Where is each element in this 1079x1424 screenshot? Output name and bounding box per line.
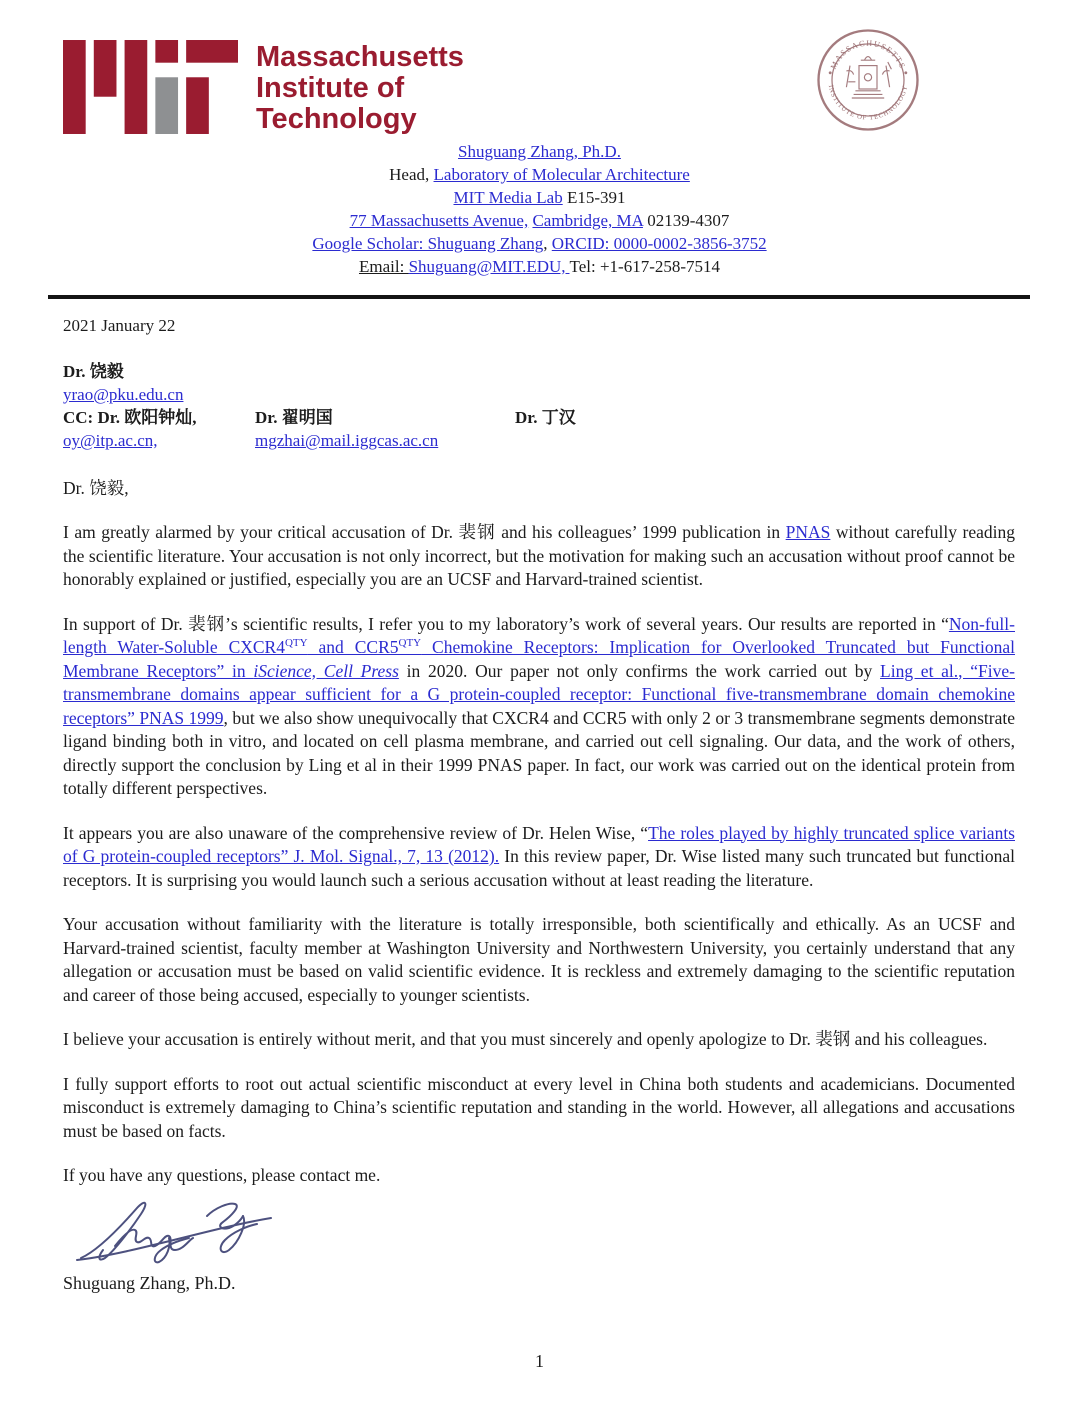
paragraph-1: I am greatly alarmed by your critical accusation of Dr. 裴钢 and his colleagues’ 1999 publication in PNAS without carefully reading the scientific literature. Your accusation is not only incorrect, but the motivation for making such an accusation without proof cannot be honorably explained or justified, especially you are an UCSF and Harvard-trained scientist. bbox=[63, 522, 1015, 589]
zip-code: 02139-4307 bbox=[642, 211, 730, 230]
iscience-paper-link[interactable]: Non-full-length Water-Soluble $CXCR4^{QTY}$ and $CCR5^{QTY}$ Chemokine Receptors: Implication for Overlooked Truncated but Functional Membrane Receptors” in iScience, Cell Press bbox=[63, 613, 1015, 681]
letter-date: 2021 January 22 bbox=[63, 316, 176, 335]
page-number: 1 bbox=[535, 1351, 544, 1371]
telephone-number: Tel: +1-617-258-7514 bbox=[569, 257, 721, 276]
svg-text:INSTITUTE OF TECHNOLOGY bbox=[827, 84, 910, 121]
recipient-email-row bbox=[63, 383, 1015, 406]
head-label: Head, bbox=[389, 165, 434, 184]
cc-name-1: CC: Dr. 欧阳钟灿, bbox=[63, 408, 197, 427]
orcid-link[interactable]: ORCID: 0000-0002-3856-3752 bbox=[551, 234, 767, 253]
recipient-block bbox=[63, 360, 1015, 452]
contact-line-profiles: Google Scholar: Shuguang Zhang, ORCID: 0000-0002-3856-3752 bbox=[312, 234, 767, 253]
contact-line-lab bbox=[0, 186, 1079, 209]
wordmark-line-1: Massachusetts bbox=[256, 41, 464, 73]
contact-line-email bbox=[0, 255, 1079, 278]
lab-link[interactable]: Laboratory of Molecular Architecture bbox=[433, 165, 690, 184]
email-link[interactable]: Shuguang@MIT.EDU, bbox=[408, 257, 570, 276]
mit-wordmark bbox=[256, 42, 464, 135]
qty-superscript: QTY bbox=[398, 637, 422, 650]
recipient-email-link[interactable]: yrao@pku.edu.cn bbox=[63, 385, 184, 404]
wise-review-link[interactable]: The roles played by highly truncated splice variants of G protein-coupled receptors” J. Mol. Signal., 7, 13 (2012). bbox=[63, 822, 1015, 866]
ling-pnas-1999-link[interactable]: Ling et al., “Five-transmembrane domains appear sufficient for a G protein-coupled receptor: Functional five-transmembrane domain chemokine receptors” PNAS 1999 bbox=[63, 660, 1015, 728]
contact-line-address bbox=[0, 209, 1079, 232]
cc-emails-row bbox=[63, 429, 1015, 452]
cc-email-1-link[interactable]: oy@itp.ac.cn, bbox=[63, 431, 158, 450]
cc-email-2-link[interactable]: mgzhai@mail.iggcas.ac.cn bbox=[255, 431, 439, 450]
qty-superscript: QTY bbox=[284, 637, 308, 650]
paragraph-2: In support of Dr. 裴钢’s scientific results, I refer you to my laboratory’s work of several years. Our results are reported in “Non-full-length Water-Soluble $CXCR4^{QTY}$ and $CCR5^{QTY}$ Chemokine Receptors: Implication for Overlooked Truncated but Functional Membrane Receptors” in iScience, Cell Press in 2020. Our paper not only confirms the work carried out by Ling et al., “Five-transmembrane domains appear sufficient for a G protein-coupled receptor: Functional five-transmembrane domain chemokine receptors” PNAS 1999, but we also show unequivocally that CXCR4 and CCR5 with only 2 or 3 transmembrane segments demonstrate ligand binding both in vitro, and located on cell plasma membrane, and carried out cell signaling. Our data, and the work of others, directly support the conclusion by Ling et al in their 1999 PNAS paper. In fact, our work was carried out on the identical protein from totally different perspectives. bbox=[63, 613, 1015, 798]
google-scholar-link[interactable]: Google Scholar: Shuguang Zhang bbox=[312, 234, 544, 253]
pnas-link[interactable]: PNAS bbox=[785, 522, 831, 542]
contact-block bbox=[0, 140, 1079, 278]
paragraph-4: Your accusation without familiarity with the literature is totally irresponsible, both scientifically and ethically. As an UCSF and Harvard-trained scientist, faculty member at Washington University and Northwestern University, you certainly understand that any allegation or accusation must be based on valid scientific evidence. It is reckless and extremely damaging to the scientific reputation and career of those being accused, especially to younger scientists. bbox=[63, 914, 1015, 1005]
contact-line-title bbox=[0, 163, 1079, 186]
seal-bottom-text: INSTITUTE OF TECHNOLOGY bbox=[826, 84, 910, 122]
contact-line-name bbox=[0, 140, 1079, 163]
paragraph-3: It appears you are also unaware of the comprehensive review of Dr. Helen Wise, “The roles played by highly truncated splice variants of G protein-coupled receptors” J. Mol. Signal., 7, 13 (2012). In this review paper, Dr. Wise listed many such truncated but functional receptors. It is surprising you would launch such a serious accusation without at least reading the literature. bbox=[63, 822, 1015, 890]
mit-seal bbox=[814, 26, 922, 134]
room-number: E15-391 bbox=[562, 188, 626, 207]
cc-names-row bbox=[63, 406, 1015, 429]
letterhead bbox=[63, 0, 1079, 135]
header-divider bbox=[48, 295, 1030, 299]
wordmark-line-3: Technology bbox=[256, 103, 417, 135]
street-address-link[interactable]: 77 Massachusetts Avenue, bbox=[349, 211, 529, 230]
cc-name-3: Dr. 丁汉 bbox=[515, 408, 576, 427]
salutation: Dr. 饶毅, bbox=[63, 478, 129, 498]
mit-logo bbox=[63, 40, 238, 134]
seal-top-text: MASSACHUSETTS bbox=[828, 38, 908, 71]
city-link[interactable]: Cambridge, MA bbox=[532, 211, 643, 230]
paragraph-5: I believe your accusation is entirely without merit, and that you must sincerely and openly apologize to Dr. 裴钢 and his colleagues. bbox=[63, 1029, 988, 1049]
paragraph-7: If you have any questions, please contact me. bbox=[63, 1165, 381, 1185]
author-profile-link[interactable]: Shuguang Zhang, Ph.D. bbox=[458, 142, 621, 161]
handwritten-signature bbox=[71, 1194, 301, 1266]
journal-name: iScience, Cell Press bbox=[253, 660, 399, 681]
email-label: Email: bbox=[358, 257, 409, 276]
signature-name: Shuguang Zhang, Ph.D. bbox=[63, 1272, 236, 1293]
media-lab-link[interactable]: MIT Media Lab bbox=[453, 188, 563, 207]
wordmark-line-2: Institute of bbox=[256, 72, 405, 104]
seal-emblem bbox=[846, 57, 891, 98]
cc-name-2: Dr. 翟明国 bbox=[255, 408, 333, 427]
paragraph-6: I fully support efforts to root out actual scientific misconduct at every level in China both students and academicians. Documented misconduct is extremely damaging to China’s scientific reputation and standing in the world. However, all allegations and accusations must be based on facts. bbox=[63, 1073, 1015, 1141]
recipient-name: Dr. 饶毅 bbox=[63, 362, 124, 381]
